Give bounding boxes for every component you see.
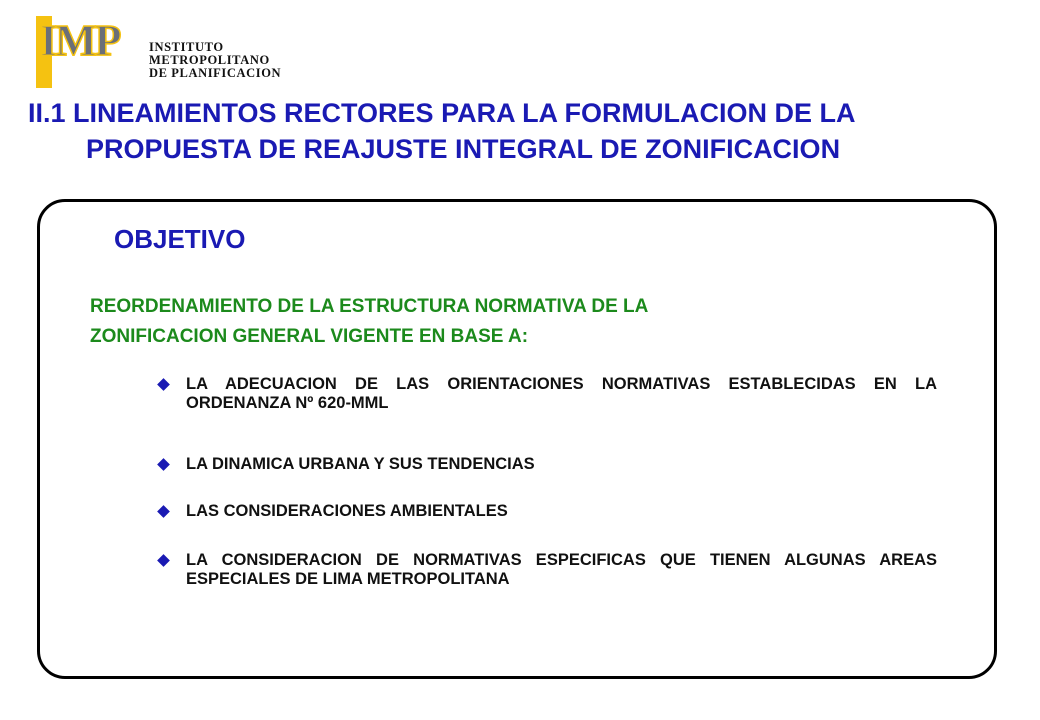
list-item — [157, 375, 937, 413]
list-item-text: LA DINAMICA URBANA Y SUS TENDENCIAS — [186, 455, 535, 473]
intro-text — [90, 292, 970, 352]
diamond-bullet-icon — [157, 505, 170, 518]
logo-line-2: METROPOLITANO — [149, 53, 270, 67]
logo-text — [149, 41, 281, 80]
list-item-text: LAS CONSIDERACIONES AMBIENTALES — [186, 502, 508, 520]
list-item-text: LA CONSIDERACION DE NORMATIVAS ESPECIFICAS QUE TIENEN ALGUNAS AREAS ESPECIALES DE LIMA METROPOLITANA — [186, 551, 937, 588]
list-item — [157, 502, 937, 521]
title-line-1: II.1 LINEAMIENTOS RECTORES PARA LA FORMULACION DE LA — [28, 98, 856, 128]
intro-line-1: REORDENAMIENTO DE LA ESTRUCTURA NORMATIVA DE LA — [90, 296, 649, 317]
section-heading: OBJETIVO — [114, 224, 246, 254]
objective-panel — [37, 199, 997, 679]
title-line-2: PROPUESTA DE REAJUSTE INTEGRAL DE ZONIFICACION — [86, 134, 841, 164]
list-item — [157, 551, 937, 589]
diamond-bullet-icon — [157, 458, 170, 471]
logo-mark — [38, 20, 156, 62]
logo-mark-text: IMP — [40, 20, 120, 62]
diamond-bullet-icon — [157, 554, 170, 567]
logo-line-1: INSTITUTO — [149, 40, 224, 54]
list-item-text: LA ADECUACION DE LAS ORIENTACIONES NORMATIVAS ESTABLECIDAS EN LA ORDENANZA Nº 620-MML — [186, 375, 937, 412]
diamond-bullet-icon — [157, 378, 170, 391]
logo-line-3: DE PLANIFICACION — [149, 66, 282, 80]
page-title — [28, 95, 1018, 167]
list-item — [157, 455, 937, 474]
intro-line-2: ZONIFICACION GENERAL VIGENTE EN BASE A: — [90, 326, 529, 347]
imp-logo — [16, 10, 286, 90]
